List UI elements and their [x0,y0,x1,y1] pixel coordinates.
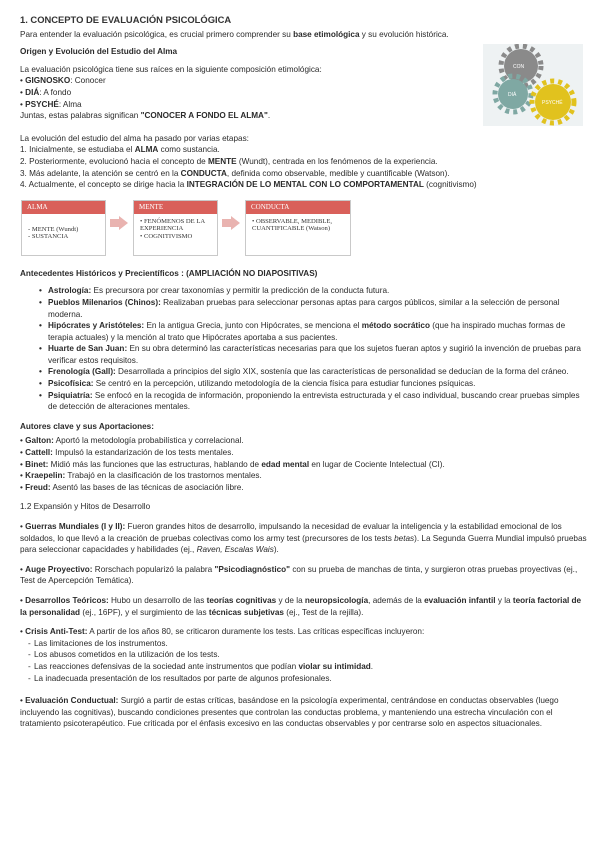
teoricos-paragraph: • Desarrollos Teóricos: Hubo un desarrollo de las teorías cognitivas y de la neuropsicología, además de la evaluación infantil y la teoría factorial de la personalidad (ej., 16PF), y el surgimiento de las técnicas subjetivas (ej., Test de la rejilla). [20,595,582,617]
section-12-heading: 1.2 Expansión y Hitos de Desarrollo [20,502,151,512]
list-item: • Frenología (Gall): Desarrollada a principios del siglo XIX, sostenía que las características de personalidad se deducían de la forma del cráneo. [30,366,588,378]
diagram-box-title: CONDUCTA [246,201,350,214]
term-psyche: • PSYCHÉ: Alma [20,99,82,109]
gear-label: DIÁ [508,92,517,98]
diagram-item: - SUSTANCIA [28,233,69,241]
evolution-lead: La evolución del estudio del alma ha pasado por varias etapas: [20,133,249,143]
origin-heading: Origen y Evolución del Estudio del Alma [20,47,178,57]
term-dia: • DIÁ: A fondo [20,87,72,97]
auge-paragraph: • Auge Proyectivo: Rorschach popularizó la palabra "Psicodiagnóstico" con su prueba de manchas de tinta, y surgieron otras pruebas proyectivas (ej., Test de Apercepción Temática). [20,564,578,586]
gear-label: PSYCHÉ [542,100,563,106]
diagram-box-mente [133,200,218,256]
gear-label: CON [513,64,525,70]
diagram-item: • OBSERVABLE, MEDIBLE, CUANTIFICABLE (Watson) [252,217,333,233]
evolution-diagram [21,191,381,267]
arrow-right-icon [110,216,128,230]
antecedentes-heading: Antecedentes Históricos y Precientíficos : (AMPLIACIÓN NO DIAPOSITIVAS) [20,268,318,278]
evolution-step-4: 4. Actualmente, el concepto se dirige hacia la INTEGRACIÓN DE LO MENTAL CON LO COMPORTAMENTAL (cognitivismo) [20,180,477,190]
arrow-right-icon [222,216,240,230]
antecedentes-list [20,285,588,413]
crisis-paragraph: • Crisis Anti-Test: A partir de los años 80, se criticaron duramente los tests. Las críticas específicas incluyeron: [20,627,425,637]
crisis-item: - Los abusos cometidos en la utilización de los tests. [20,649,588,661]
evolution-step-3: 3. Más adelante, la atención se centró en la CONDUCTA, definida como observable, medible y cuantificable (Watson). [20,168,450,178]
origin-meaning: Juntas, estas palabras significan "CONOCER A FONDO EL ALMA". [20,111,271,121]
list-item: • Astrología: Es precursora por crear taxonomías y permitir la predicción de la conducta futura. [30,285,588,297]
list-item: • Psiquiatría: Se enfocó en la recogida de información, proponiendo la entrevista estructurada y el caso individual, buscando crear pruebas simples de detección de alteraciones mentales. [30,390,588,413]
diagram-item: - MENTE (Wundt) [28,225,79,233]
conductual-paragraph: • Evaluación Conductual: Surgió a partir de estas críticas, basándose en la psicología experimental, centrándose en conductas observables (luego incluyendo las cognitivas), buscando condiciones presentes que controlan las conductas problema, y manteniendo una estrecha vinculación con el tratamiento psicoterapéutico. Fue criticada por el énfasis excesivo en las conductas observables y por centrarse solo en aspectos situacionales. [20,696,559,729]
section-title: 1. CONCEPTO DE EVALUACIÓN PSICOLÓGICA [20,14,232,25]
diagram-item: • COGNITIVISMO [140,232,193,240]
guerras-paragraph: • Guerras Mundiales (I y II): Fueron grandes hitos de desarrollo, impulsando la necesidad de evaluar la inteligencia y la estabilidad emocional de los soldados, lo que llevó a la creación de pruebas colectivas como los army test (precursores de los tests betas). La Segunda Guerra Mundial impulsó pruebas para seleccionar capacidades y habilidades (ej., Raven, Escalas Wais). [20,522,587,555]
evolution-step-1: 1. Inicialmente, se estudiaba el ALMA como sustancia. [20,145,220,155]
autor-binet: • Binet: Midió más las funciones que las estructuras, hablando de edad mental en lugar de Cociente Intelectual (CI). [20,459,445,469]
diagram-box-title: ALMA [22,201,105,214]
autor-cattell: • Cattell: Impulsó la estandarización de los tests mentales. [20,448,234,458]
autor-kraepelin: • Kraepelin: Trabajó en la clasificación de los trastornos mentales. [20,471,262,481]
evolution-step-2: 2. Posteriormente, evolucionó hacia el concepto de MENTE (Wundt), centrada en los fenómenos de la experiencia. [20,156,438,166]
crisis-item: - Las limitaciones de los instrumentos. [20,638,588,650]
origin-lead: La evaluación psicológica tiene sus raíces en la siguiente composición etimológica: [20,64,322,74]
diagram-box-conducta [245,200,351,256]
term-gignosko: • GIGNOSKO: Conocer [20,76,106,86]
list-item: • Pueblos Milenarios (Chinos): Realizaban pruebas para seleccionar personas aptas para cargos públicos, similar a la selección de personal moderna. [30,297,588,320]
diagram-box-title: MENTE [134,201,217,214]
crisis-item: - La inadecuada presentación de los resultados por parte de algunos profesionales. [20,673,588,685]
list-item: • Huarte de San Juan: En su obra determinó las características necesarias para que los sujetos fueran aptos y sugirió la invención de pruebas para verificar estos requisitos. [30,343,588,366]
intro-paragraph: Para entender la evaluación psicológica, es crucial primero comprender su base etimológica y su evolución histórica. [20,29,449,39]
autor-freud: • Freud: Asentó las bases de las técnicas de asociación libre. [20,482,244,492]
autores-heading: Autores clave y sus Aportaciones: [20,421,154,431]
diagram-box-alma [21,200,106,256]
diagram-item: • FENÓMENOS DE LA EXPERIENCIA [140,217,205,233]
crisis-item: - Las reacciones defensivas de la sociedad ante instrumentos que podían violar su intimidad. [20,661,588,673]
list-item: • Psicofísica: Se centró en la percepción, utilizando metodología de la ciencia física para estudiar funciones psíquicas. [30,378,588,390]
list-item: • Hipócrates y Aristóteles: En la antigua Grecia, junto con Hipócrates, se menciona el método socrático (que ha inspirado muchas formas de terapia actuales) y la mención al trato que Hipócrates aportaba a sus pacientes. [30,320,588,343]
gears-illustration [483,44,583,126]
autor-galton: • Galton: Aportó la metodología probabilística y correlacional. [20,436,244,446]
